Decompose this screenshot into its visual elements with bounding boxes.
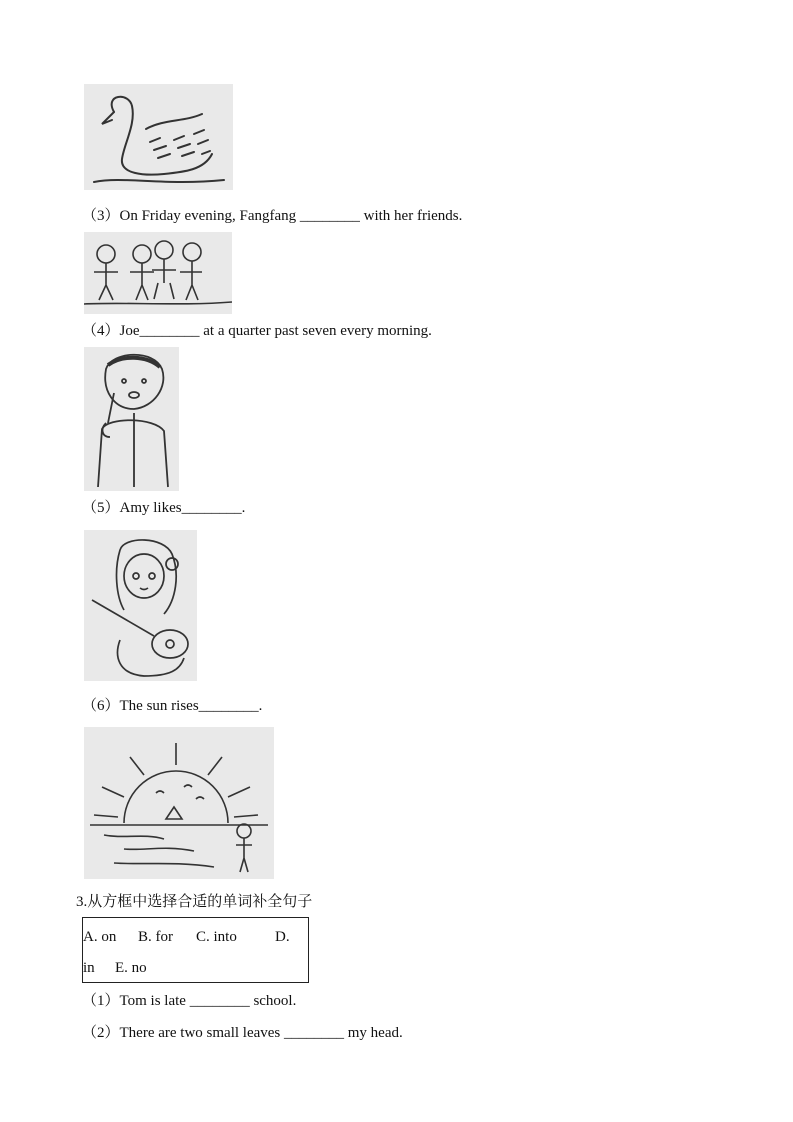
option-d: D. (275, 929, 290, 945)
option-b: B. for (138, 929, 173, 945)
question-3-item-1: （1）Tom is late ________ school. (82, 993, 297, 1009)
word-bank-box (82, 917, 309, 983)
swan-drawing-icon (84, 84, 233, 190)
question-2-item-4: （4）Joe________ at a quarter past seven every morning. (82, 323, 432, 339)
question-3-title: 3.从方框中选择合适的单词补全句子 (76, 894, 313, 910)
option-a: A. on (83, 929, 117, 945)
option-d-word: in (83, 960, 95, 976)
option-e: E. no (115, 960, 147, 976)
boy-picture (84, 347, 179, 491)
swan-picture (84, 84, 233, 190)
question-2-item-5: （5）Amy likes________. (82, 500, 246, 516)
question-2-item-3: （3）On Friday evening, Fangfang ________ with her friends. (82, 208, 463, 224)
friends-picture (84, 232, 232, 314)
question-3-item-2: （2）There are two small leaves ________ my head. (82, 1025, 403, 1041)
sunrise-picture (84, 727, 274, 879)
boy-brushing-teeth-icon (84, 347, 179, 491)
children-playing-icon (84, 232, 232, 314)
question-2-item-6: （6）The sun rises________. (82, 698, 263, 714)
sunrise-over-sea-icon (84, 727, 274, 879)
girl-playing-guitar-icon (84, 530, 197, 681)
girl-picture (84, 530, 197, 681)
option-c: C. into (196, 929, 237, 945)
